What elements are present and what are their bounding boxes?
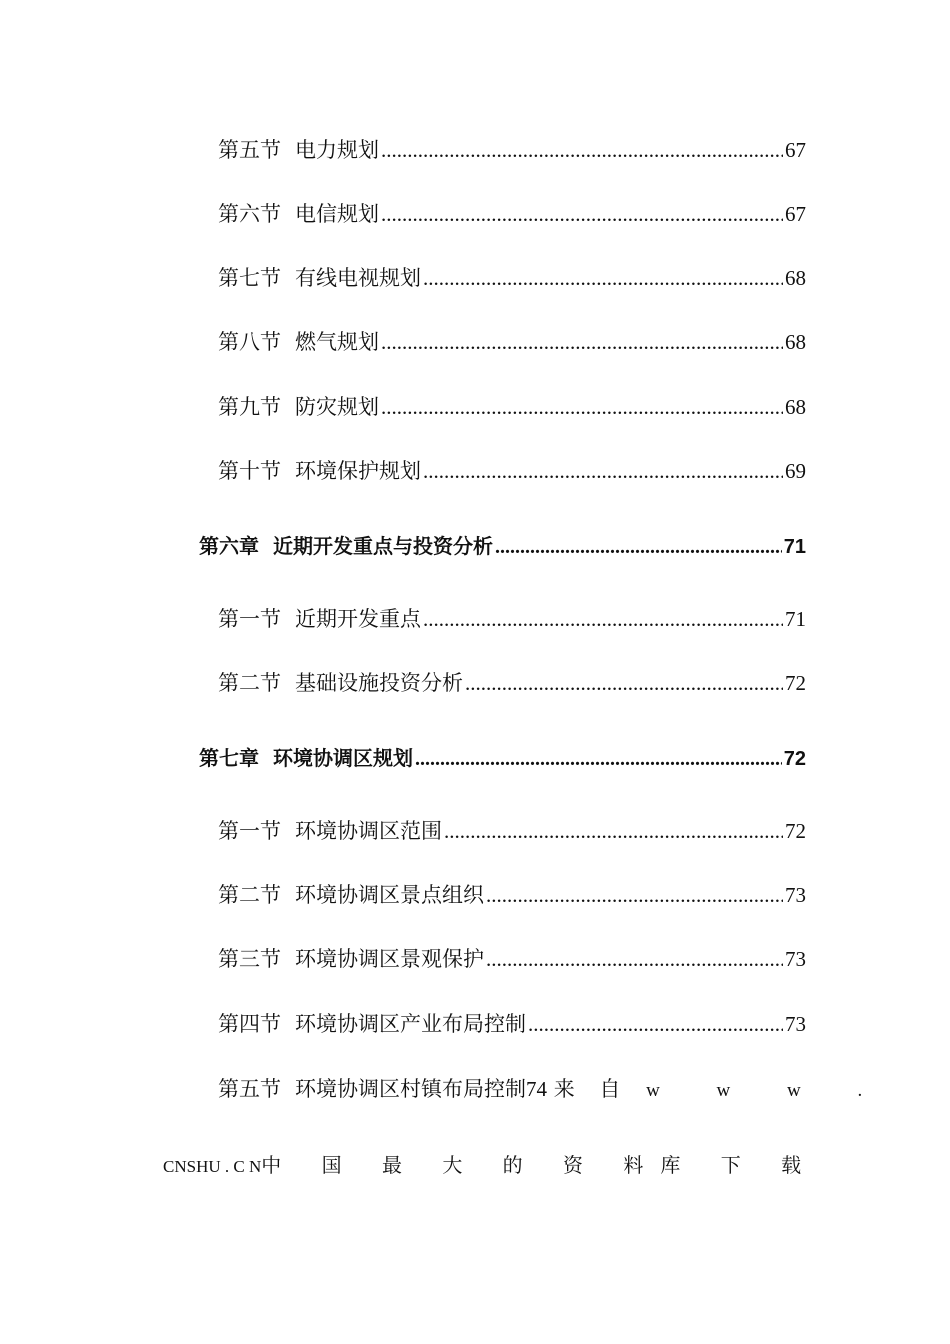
toc-leader [495, 532, 782, 562]
toc-entry-c7-s1 [218, 816, 806, 846]
toc-entry-s7-cable-tv [218, 263, 806, 293]
toc-page-number: 72 [785, 671, 806, 695]
toc-entry-s6-telecom [218, 199, 806, 229]
toc-prefix: 第十节 [218, 459, 281, 483]
toc-prefix: 第六节 [218, 202, 281, 226]
toc-entry-c6-s1 [218, 604, 806, 634]
toc-leader [465, 668, 783, 698]
toc-leader [381, 135, 783, 165]
toc-entry-c6-s2 [218, 668, 806, 698]
toc-leader [381, 327, 783, 357]
toc-entry-c7-s4 [218, 1009, 806, 1039]
toc-page-number: 69 [785, 459, 806, 483]
toc-leader [415, 744, 782, 774]
source-www-text: w w w . [646, 1080, 889, 1101]
toc-page-number: 68 [785, 330, 806, 354]
toc-entry-c7-s5-with-source-note [218, 1074, 888, 1106]
toc-page-number: 71 [785, 607, 806, 631]
source-slogan-text: 中 国 最 大 的 资 料库 下 载 [261, 1153, 819, 1177]
toc-leader [486, 944, 783, 974]
toc-title: 环境协调区范围 [295, 819, 442, 843]
toc-entry-s5-power [218, 135, 806, 165]
toc-page-number: 68 [785, 395, 806, 419]
toc-page-number: 67 [785, 202, 806, 226]
toc-leader [381, 392, 783, 422]
toc-prefix: 第五节 [218, 1077, 281, 1101]
toc-title: 电信规划 [295, 202, 379, 226]
toc-page-number: 68 [785, 266, 806, 290]
toc-leader [486, 880, 783, 910]
toc-entry-c7-s3 [218, 944, 806, 974]
toc-title: 环境协调区景观保护 [295, 947, 484, 971]
toc-leader [444, 816, 783, 846]
toc-chapter-6 [199, 531, 806, 561]
toc-title: 燃气规划 [295, 330, 379, 354]
toc-title: 环境协调区村镇布局控制 [295, 1077, 526, 1101]
source-note-text: 来 自 [553, 1077, 630, 1101]
toc-prefix: 第二节 [218, 671, 281, 695]
toc-leader [423, 263, 783, 293]
toc-title: 环境保护规划 [295, 459, 421, 483]
toc-leader [528, 1009, 783, 1039]
toc-leader [381, 199, 783, 229]
toc-title: 环境协调区产业布局控制 [295, 1012, 526, 1036]
toc-prefix: 第三节 [218, 947, 281, 971]
toc-title: 近期开发重点与投资分析 [273, 534, 493, 558]
toc-title: 有线电视规划 [295, 266, 421, 290]
toc-prefix: 第七节 [218, 266, 281, 290]
toc-prefix: 第七章 [199, 746, 259, 770]
toc-page-number: 73 [785, 883, 806, 907]
toc-leader [423, 456, 783, 486]
toc-entry-s9-disaster [218, 392, 806, 422]
toc-prefix: 第九节 [218, 395, 281, 419]
toc-title: 防灾规划 [295, 395, 379, 419]
toc-prefix: 第一节 [218, 607, 281, 631]
toc-title: 环境协调区景点组织 [295, 883, 484, 907]
source-watermark-line [163, 1150, 818, 1182]
toc-title: 基础设施投资分析 [295, 671, 463, 695]
toc-entry-c7-s2 [218, 880, 806, 910]
toc-page-number: 67 [785, 138, 806, 162]
toc-prefix: 第二节 [218, 883, 281, 907]
toc-entry-s10-environment [218, 456, 806, 486]
toc-title: 近期开发重点 [295, 607, 421, 631]
toc-prefix: 第八节 [218, 330, 281, 354]
toc-page-number: 74 [526, 1077, 547, 1101]
toc-prefix: 第六章 [199, 534, 259, 558]
toc-prefix: 第五节 [218, 138, 281, 162]
toc-entry-s8-gas [218, 327, 806, 357]
toc-page-number: 73 [785, 947, 806, 971]
source-domain-text: CNSHU . C N [163, 1157, 262, 1176]
toc-title: 环境协调区规划 [273, 746, 413, 770]
toc-page-number: 71 [783, 536, 806, 558]
toc-leader [423, 604, 783, 634]
toc-title: 电力规划 [295, 138, 379, 162]
toc-page-number: 72 [783, 748, 806, 770]
toc-chapter-7 [199, 743, 806, 773]
toc-page-number: 72 [785, 819, 806, 843]
toc-prefix: 第四节 [218, 1012, 281, 1036]
toc-prefix: 第一节 [218, 819, 281, 843]
toc-page-number: 73 [785, 1012, 806, 1036]
